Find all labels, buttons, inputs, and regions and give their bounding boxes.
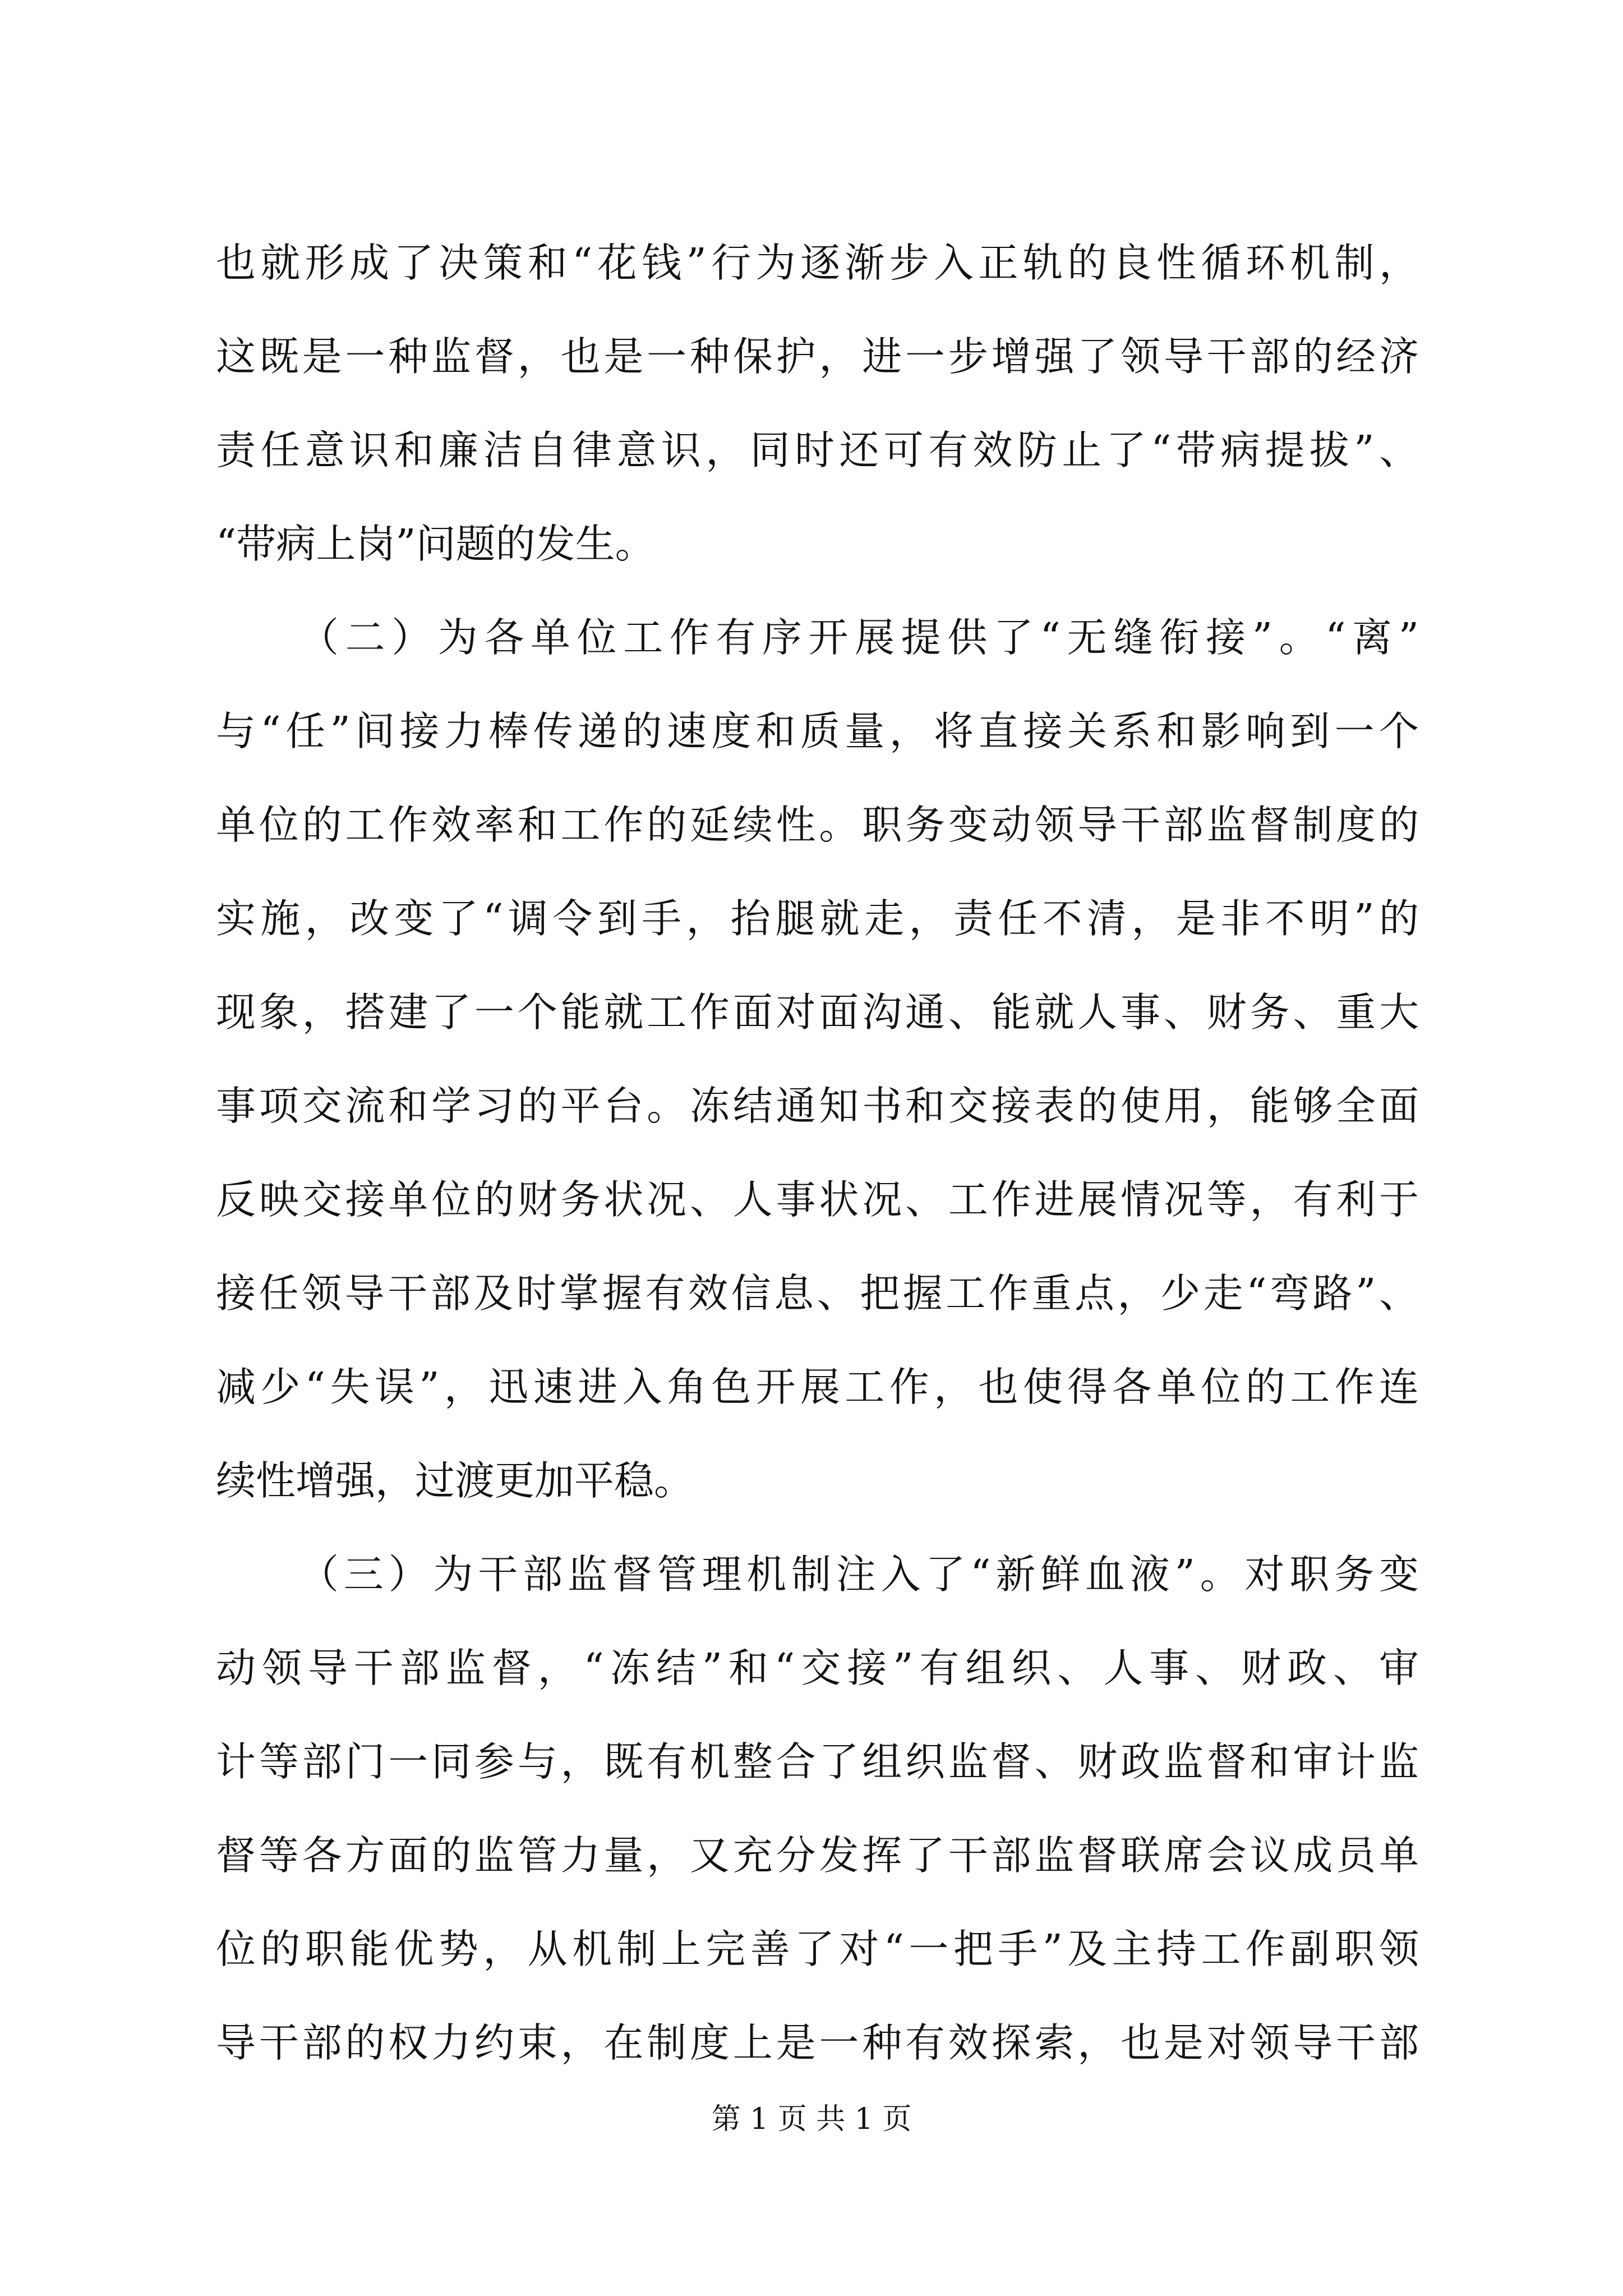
paragraph-2-line-10: 续性增强，过渡更加平稳。 <box>216 1457 694 1504</box>
page-footer <box>0 2097 1623 2142</box>
paragraph-2-line-4: 实施，改变了“调令到手，抬腿就走，责任不清，是非不明”的 <box>216 895 1419 942</box>
paragraph-2-line-9: 减少“失误”，迅速进入角色开展工作，也使得各单位的工作连 <box>216 1364 1419 1410</box>
paragraph-1-line-1: 也就形成了决策和“花钱”行为逐渐步入正轨的良性循环机制， <box>216 240 1419 286</box>
paragraph-3-line-5: 位的职能优势，从机制上完善了对“一把手”及主持工作副职领 <box>216 1926 1419 1972</box>
paragraph-2-line-2: 与“任”间接力棒传递的速度和质量，将直接关系和影响到一个 <box>216 708 1419 754</box>
paragraph-3-line-2: 动领导干部监督，“冻结”和“交接”有组织、人事、财政、审 <box>216 1645 1419 1691</box>
paragraph-2-line-1: （二）为各单位工作有序开展提供了“无缝衔接”。“离” <box>299 614 1419 661</box>
paragraph-2-line-5: 现象，搭建了一个能就工作面对面沟通、能就人事、财务、重大 <box>216 989 1419 1036</box>
paragraph-3-line-6: 导干部的权力约束，在制度上是一种有效探索，也是对领导干部 <box>216 2019 1419 2066</box>
paragraph-1-line-3: 责任意识和廉洁自律意识，同时还可有效防止了“带病提拔”、 <box>216 427 1419 473</box>
paragraph-3-line-3: 计等部门一同参与，既有机整合了组织监督、财政监督和审计监 <box>216 1738 1419 1785</box>
page-number: 第 1 页 共 1 页 <box>711 2102 912 2136</box>
paragraph-3-line-4: 督等各方面的监管力量，又充分发挥了干部监督联席会议成员单 <box>216 1832 1419 1879</box>
paragraph-3-line-1: （三）为干部监督管理机制注入了“新鲜血液”。对职务变 <box>299 1551 1419 1598</box>
paragraph-2-line-3: 单位的工作效率和工作的延续性。职务变动领导干部监督制度的 <box>216 802 1419 848</box>
paragraph-1-line-2: 这既是一种监督，也是一种保护，进一步增强了领导干部的经济 <box>216 333 1419 380</box>
paragraph-1-line-4: “带病上岗”问题的发生。 <box>216 521 655 567</box>
paragraph-2-line-7: 反映交接单位的财务状况、人事状况、工作进展情况等，有利于 <box>216 1176 1419 1223</box>
paragraph-2-line-8: 接任领导干部及时掌握有效信息、把握工作重点，少走“弯路”、 <box>216 1270 1419 1317</box>
paragraph-2-line-6: 事项交流和学习的平台。冻结通知书和交接表的使用，能够全面 <box>216 1083 1419 1129</box>
document-body <box>216 216 1419 2090</box>
